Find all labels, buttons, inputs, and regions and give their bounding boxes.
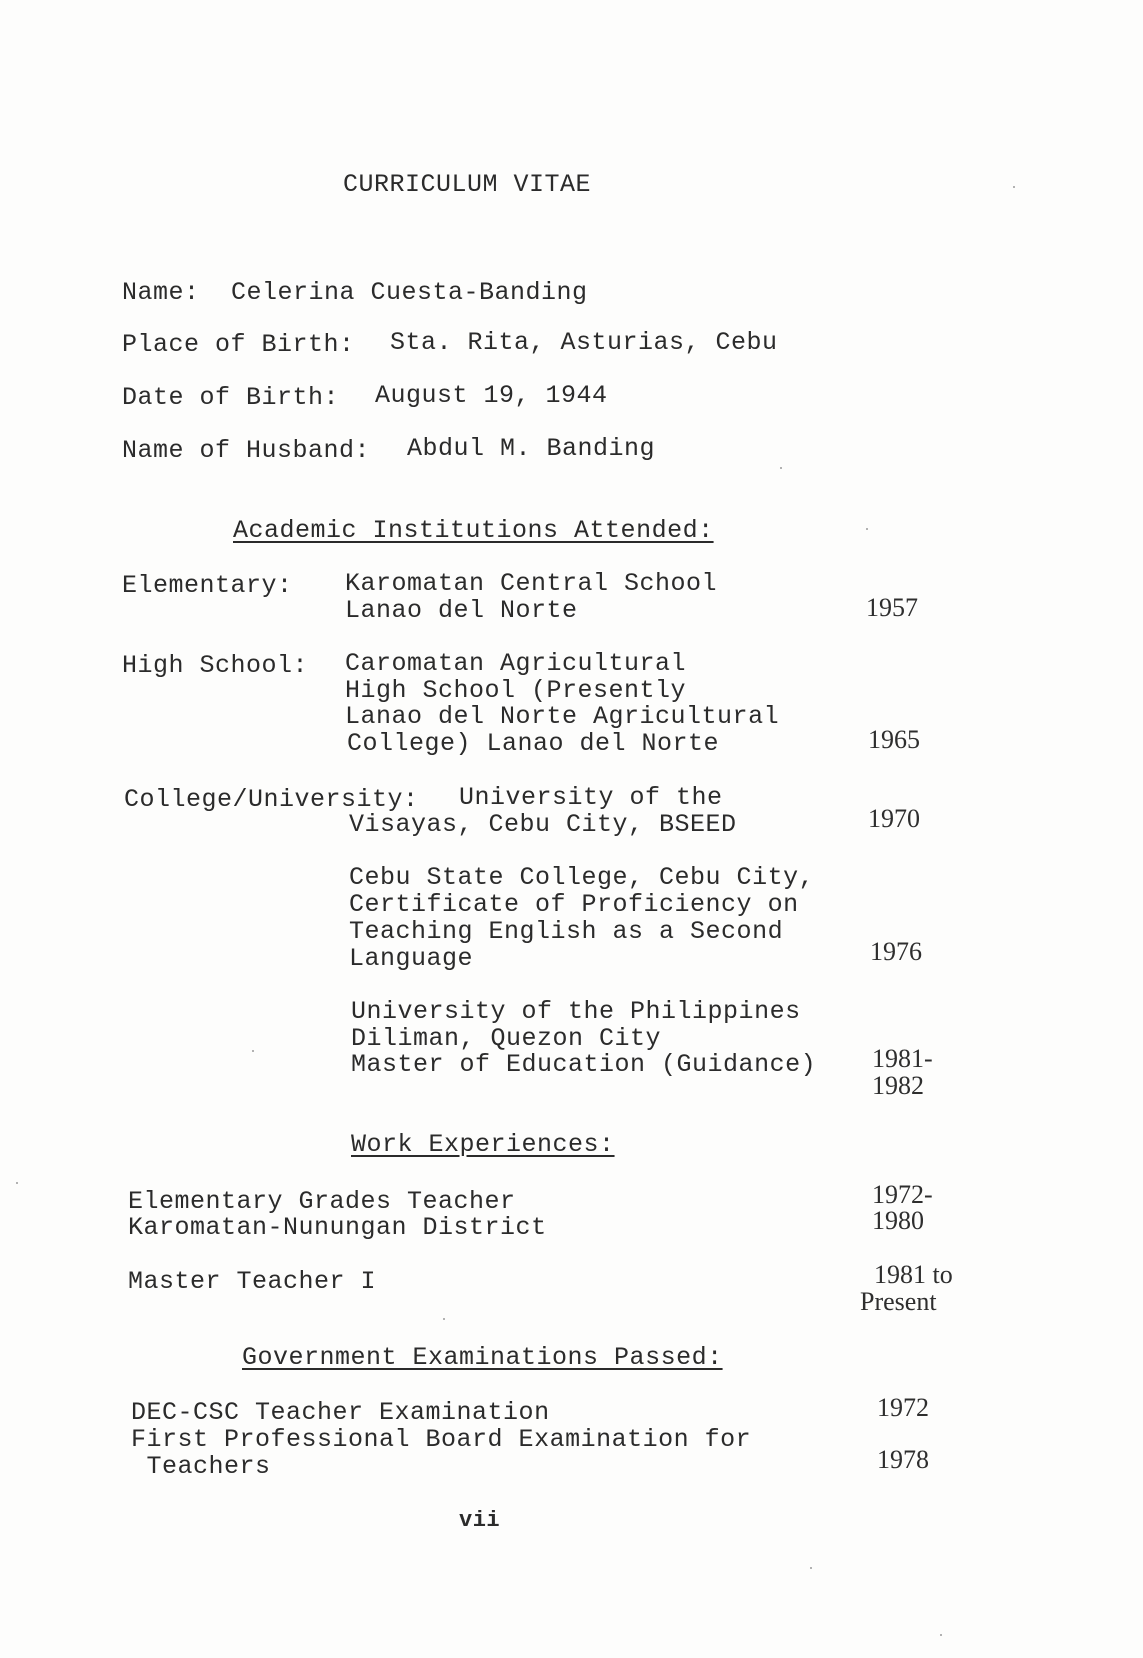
work-heading: Work Experiences: [351,1130,615,1159]
college-year: 1970 [868,804,920,833]
college-label: College/University: [124,785,419,814]
elementary-year: 1957 [866,593,918,622]
elementary-line: Lanao del Norte [345,596,578,625]
work-line: Elementary Grades Teacher [128,1187,516,1216]
high-school-line: Lanao del Norte Agricultural [345,702,780,731]
husband-value: Abdul M. Banding [407,434,656,463]
high-school-line: Caromatan Agricultural [345,649,687,678]
college-line: University of the Philippines [351,997,801,1026]
college-year: 1976 [870,937,922,966]
high-school-label: High School: [122,651,309,680]
exam-line: First Professional Board Examination for [131,1425,752,1454]
elementary-line: Karomatan Central School [345,569,718,598]
high-school-year: 1965 [868,725,920,754]
scan-speck [866,528,868,530]
exam-line: DEC-CSC Teacher Examination [131,1398,550,1427]
college-line: Certificate of Proficiency on [349,890,799,919]
exam-year: 1978 [877,1445,929,1474]
academic-heading: Academic Institutions Attended: [233,516,714,545]
college-line: Cebu State College, Cebu City, [349,863,815,892]
scan-speck [810,1567,812,1569]
work-year: 1980 [872,1206,924,1235]
college-line: Teaching English as a Second [349,917,784,946]
college-line: Visayas, Cebu City, BSEED [349,810,737,839]
scan-speck [252,1050,254,1052]
date-of-birth-value: August 19, 1944 [375,381,608,410]
place-of-birth-label: Place of Birth: [122,330,355,359]
scan-speck [780,467,782,469]
husband-label: Name of Husband: [122,436,371,465]
college-line: Language [349,944,474,973]
page-number: vii [459,1508,501,1533]
exams-heading: Government Examinations Passed: [242,1343,723,1372]
scan-speck [443,1318,445,1320]
work-year: Present [860,1287,937,1316]
name-label: Name: [122,278,200,307]
college-line: Diliman, Quezon City [351,1024,662,1053]
high-school-line: High School (Presently [345,676,687,705]
place-of-birth-value: Sta. Rita, Asturias, Cebu [390,328,778,357]
name-value: Celerina Cuesta-Banding [231,278,588,307]
elementary-label: Elementary: [122,571,293,600]
scan-speck [940,1634,942,1636]
date-of-birth-label: Date of Birth: [122,383,340,412]
exam-line: Teachers [131,1452,271,1481]
work-year: 1981 to [874,1260,953,1289]
exam-year: 1972 [877,1393,929,1422]
work-year: 1972- [872,1180,933,1209]
document-title: CURRICULUM VITAE [343,170,592,199]
college-year: 1982 [872,1071,924,1100]
college-line: Master of Education (Guidance) [351,1050,817,1079]
scan-speck [16,1182,18,1184]
college-year: 1981- [872,1044,933,1073]
work-line: Master Teacher I [128,1267,377,1296]
high-school-line: College) Lanao del Norte [347,729,720,758]
work-line: Karomatan-Nunungan District [128,1213,547,1242]
scan-speck [1013,186,1015,188]
college-line: University of the [459,783,723,812]
